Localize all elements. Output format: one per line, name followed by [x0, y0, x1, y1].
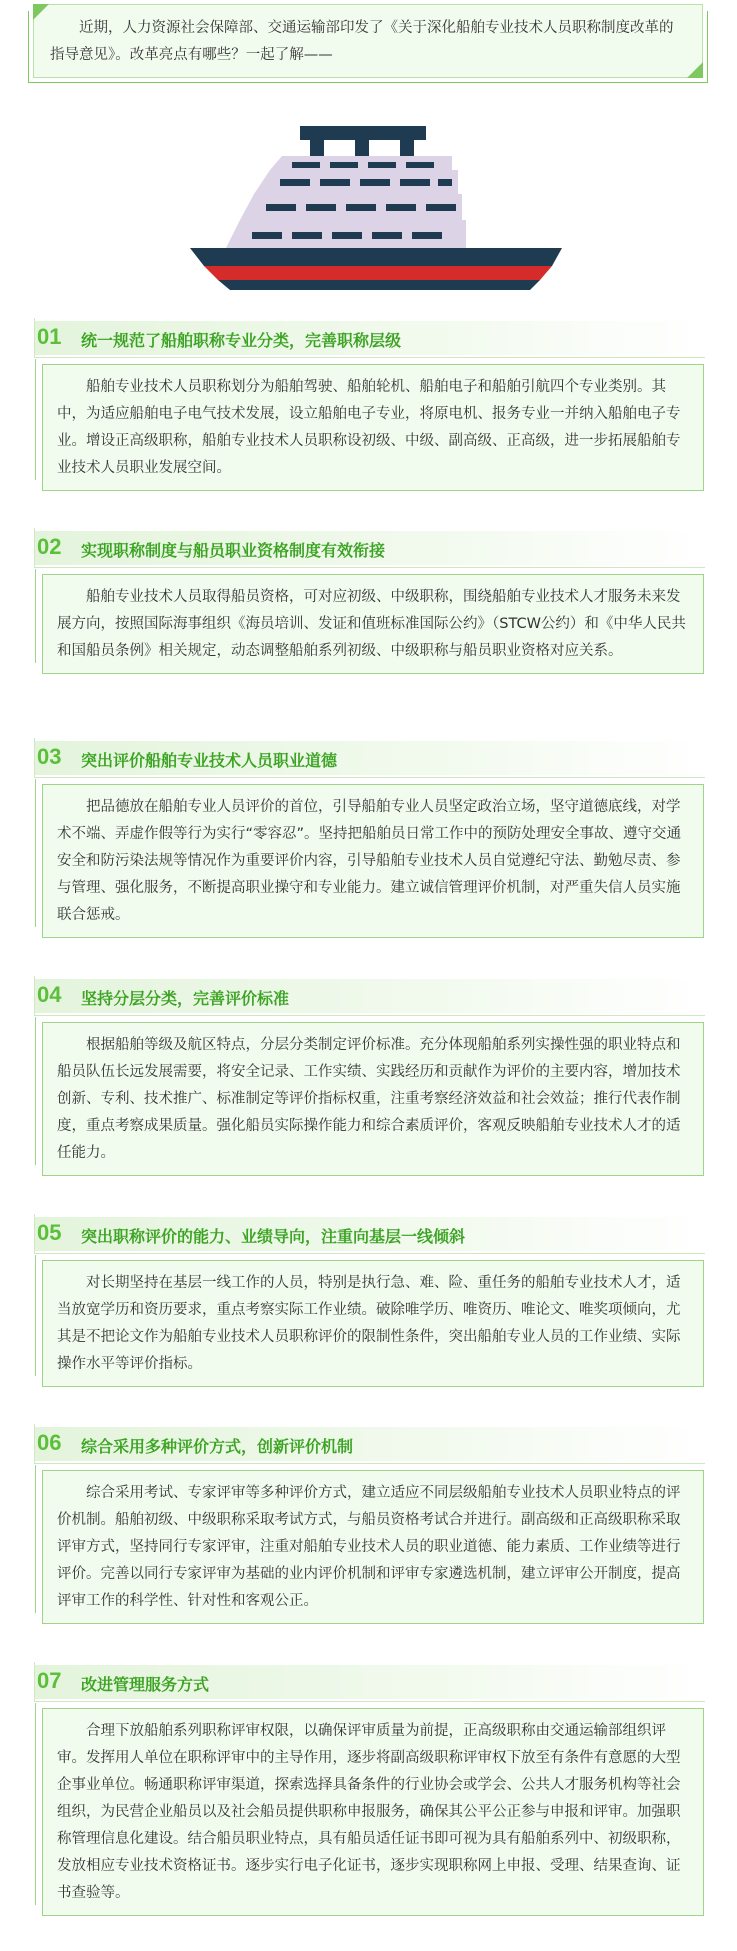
section-body — [42, 1470, 704, 1624]
section-text: 合理下放船舶系列职称评审权限，以确保评审质量为前提，正高级职称由交通运输部组织评审。发挥用人单位在职称评审中的主导作用，逐步将副高级职称评审权下放至有条件有意愿的大型企事业单位。畅通职称评审渠道，探索选择具备条件的行业协会或学会、公共人才服务机构等社会组织，为民营企业船员以及社会船员提供职称申报服务，确保其公平公正参与申报和评审。加强职称管理信息化建设。结合船员职业特点，具有船员适任证书即可视为具有船舶系列中、初级职称，发放相应专业技术资格证书。逐步实行电子化证书，逐步实现职称网上申报、受理、结果查询、证书查验等。 — [57, 1723, 681, 1901]
section-body — [42, 1260, 704, 1387]
cruise-ship-illustration — [190, 124, 562, 292]
section-02 — [34, 528, 704, 674]
section-header — [34, 318, 704, 358]
section-number: 07 — [37, 1668, 62, 1693]
section-text: 把品德放在船舶专业人员评价的首位，引导船舶专业人员坚定政治立场，坚守道德底线，对学术不端、弄虚作假等行为实行“零容忍”。坚持把船舶员日常工作中的预防处理安全事故、遵守交通安全和防污染法规等情况作为重要评价内容，引导船舶专业技术人员自觉遵纪守法、勤勉尽责、参与管理、强化服务，不断提高职业操守和专业能力。建立诚信管理评价机制，对严重失信人员实施联合惩戒。 — [57, 799, 682, 923]
intro-box — [33, 4, 703, 78]
section-body — [42, 1708, 704, 1916]
intro-text: 近期，人力资源社会保障部、交通运输部印发了《关于深化船舶专业技术人员职称制度改革的指导意见》。改革亮点有哪些？一起了解—— — [50, 20, 674, 63]
section-number: 06 — [37, 1430, 62, 1455]
section-header — [34, 1424, 704, 1464]
section-number: 01 — [37, 324, 62, 349]
section-06 — [34, 1424, 704, 1624]
section-number: 04 — [37, 982, 62, 1007]
section-number: 05 — [37, 1220, 62, 1245]
section-05 — [34, 1214, 704, 1387]
section-header — [34, 976, 704, 1016]
section-header — [34, 1214, 704, 1254]
section-number: 02 — [37, 534, 62, 559]
section-title: 统一规范了船舶职称专业分类，完善职称层级 — [81, 331, 402, 350]
section-text: 综合采用考试、专家评审等多种评价方式，建立适应不同层级船舶专业技术人员职业特点的评价机制。船舶初级、中级职称采取考试方式，与船员资格考试合并进行。副高级和正高级职称采取评审方式，坚持同行专家评审，注重对船舶专业技术人员的职业道德、能力素质、工作业绩等进行评价。完善以同行专家评审为基础的业内评价机制和评审专家遴选机制，建立评审公开制度，提高评审工作的科学性、针对性和客观公正。 — [57, 1485, 681, 1609]
section-text: 船舶专业技术人员职称划分为船舶驾驶、船舶轮机、船舶电子和船舶引航四个专业类别。其中，为适应船舶电子电气技术发展，设立船舶电子专业，将原电机、报务专业一并纳入船舶电子专业。增设正高级职称，船舶专业技术人员职称设初级、中级、副高级、正高级，进一步拓展船舶专业技术人员职业发展空间。 — [57, 379, 681, 476]
corner-decoration — [687, 62, 703, 78]
section-title: 实现职称制度与船员职业资格制度有效衔接 — [81, 541, 386, 560]
section-title: 综合采用多种评价方式，创新评价机制 — [81, 1437, 354, 1456]
section-04 — [34, 976, 704, 1176]
section-body — [42, 364, 704, 491]
section-title: 突出评价船舶专业技术人员职业道德 — [81, 751, 338, 770]
section-03 — [34, 738, 704, 938]
section-body — [42, 574, 704, 674]
section-title: 突出职称评价的能力、业绩导向，注重向基层一线倾斜 — [81, 1227, 466, 1246]
section-text: 船舶专业技术人员取得船员资格，可对应初级、中级职称，围绕船舶专业技术人才服务未来发展方向，按照国际海事组织《海员培训、发证和值班标准国际公约》（STCW公约）和《中华人民共和国船员条例》相关规定，动态调整船舶系列初级、中级职称与船员职业资格对应关系。 — [57, 589, 686, 659]
section-body — [42, 1022, 704, 1176]
section-header — [34, 738, 704, 778]
section-body — [42, 784, 704, 938]
section-text: 对长期坚持在基层一线工作的人员，特别是执行急、难、险、重任务的船舶专业技术人才，适当放宽学历和资历要求，重点考察实际工作业绩。破除唯学历、唯资历、唯论文、唯奖项倾向，尤其是不把论文作为船舶专业技术人员职称评价的限制性条件，突出船舶专业人员的工作业绩、实际操作水平等评价指标。 — [57, 1275, 681, 1372]
section-number: 03 — [37, 744, 62, 769]
section-01 — [34, 318, 704, 491]
section-text: 根据船舶等级及航区特点，分层分类制定评价标准。充分体现船舶系列实操性强的职业特点和船员队伍长远发展需要，将安全记录、工作实绩、实践经历和贡献作为评价的主要内容，增加技术创新、专利、技术推广、标准制定等评价指标权重，注重考察经济效益和社会效益；推行代表作制度，重点考察成果质量。强化船员实际操作能力和综合素质评价，客观反映船舶专业技术人才的适任能力。 — [57, 1037, 681, 1161]
section-07 — [34, 1662, 704, 1916]
section-header — [34, 528, 704, 568]
section-title: 改进管理服务方式 — [81, 1675, 210, 1694]
corner-decoration — [33, 4, 49, 20]
section-title: 坚持分层分类，完善评价标准 — [81, 989, 290, 1008]
section-header — [34, 1662, 704, 1702]
